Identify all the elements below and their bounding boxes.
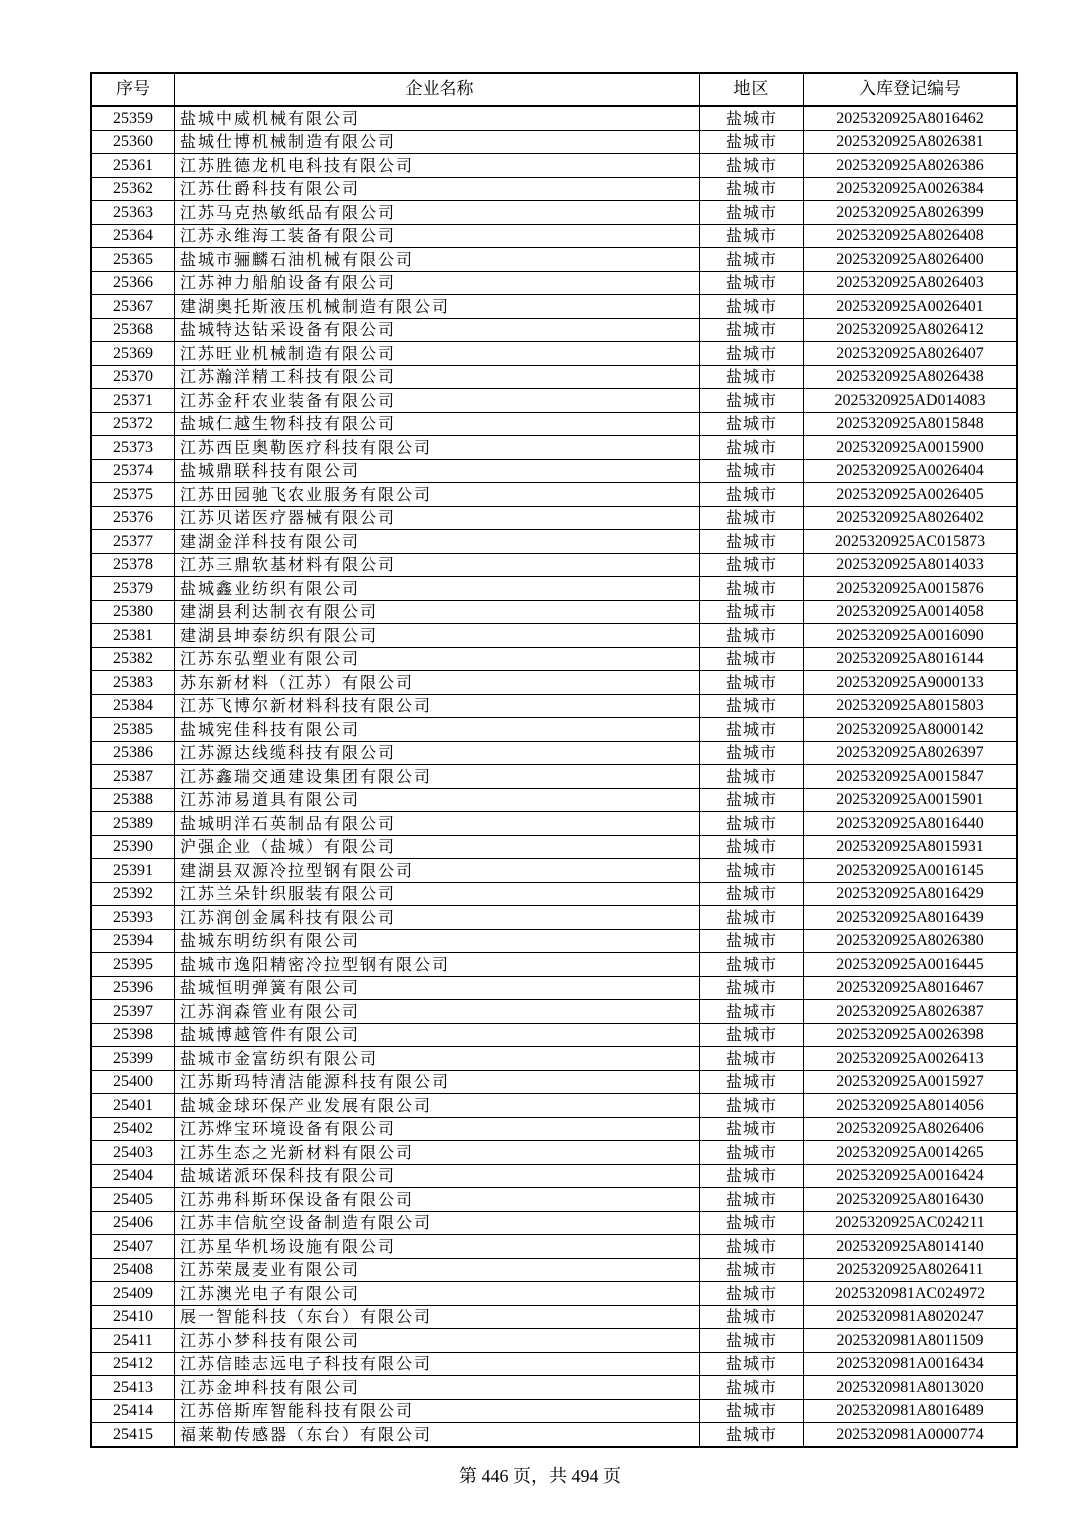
table-row [91,812,1017,836]
cell-region: 盐城市 [700,1117,804,1141]
cell-seq: 25374 [91,459,175,483]
table-row [91,483,1017,507]
table-row [91,1188,1017,1212]
cell-registration-code: 2025320981A8020247 [804,1305,1018,1329]
cell-region: 盐城市 [700,765,804,789]
cell-region: 盐城市 [700,647,804,671]
cell-region: 盐城市 [700,436,804,460]
cell-seq: 25389 [91,812,175,836]
cell-company-name: 江苏飞博尔新材料科技有限公司 [175,694,700,718]
cell-company-name: 盐城诺派环保科技有限公司 [175,1164,700,1188]
cell-seq: 25376 [91,506,175,530]
cell-company-name: 江苏斯玛特清洁能源科技有限公司 [175,1070,700,1094]
table-row [91,835,1017,859]
cell-seq: 25366 [91,271,175,295]
table-row [91,1376,1017,1400]
cell-company-name: 江苏马克热敏纸品有限公司 [175,201,700,225]
cell-registration-code: 2025320925AC015873 [804,530,1018,554]
cell-company-name: 盐城博越管件有限公司 [175,1023,700,1047]
cell-seq: 25362 [91,177,175,201]
cell-registration-code: 2025320925A0015876 [804,577,1018,601]
table-row [91,412,1017,436]
cell-region: 盐城市 [700,741,804,765]
cell-company-name: 江苏星华机场设施有限公司 [175,1235,700,1259]
cell-company-name: 江苏倍斯库智能科技有限公司 [175,1399,700,1423]
cell-region: 盐城市 [700,1258,804,1282]
header-seq: 序号 [91,73,175,106]
cell-company-name: 盐城明洋石英制品有限公司 [175,812,700,836]
cell-region: 盐城市 [700,177,804,201]
cell-seq: 25410 [91,1305,175,1329]
cell-registration-code: 2025320925A0015901 [804,788,1018,812]
cell-region: 盐城市 [700,1188,804,1212]
table-row [91,577,1017,601]
cell-seq: 25392 [91,882,175,906]
cell-region: 盐城市 [700,106,804,130]
cell-company-name: 江苏旺业机械制造有限公司 [175,342,700,366]
cell-company-name: 沪强企业（盐城）有限公司 [175,835,700,859]
cell-company-name: 江苏澳光电子有限公司 [175,1282,700,1306]
cell-registration-code: 2025320925A0014265 [804,1141,1018,1165]
cell-company-name: 江苏信睦志远电子科技有限公司 [175,1352,700,1376]
table-row [91,1117,1017,1141]
table-row [91,1258,1017,1282]
cell-company-name: 江苏三鼎软基材料有限公司 [175,553,700,577]
table-row [91,1399,1017,1423]
table-row [91,1235,1017,1259]
cell-region: 盐城市 [700,859,804,883]
cell-registration-code: 2025320925A0026384 [804,177,1018,201]
cell-region: 盐城市 [700,1164,804,1188]
cell-seq: 25404 [91,1164,175,1188]
cell-region: 盐城市 [700,976,804,1000]
cell-company-name: 建湖金洋科技有限公司 [175,530,700,554]
cell-seq: 25391 [91,859,175,883]
cell-region: 盐城市 [700,1329,804,1353]
cell-registration-code: 2025320925A9000133 [804,671,1018,695]
table-row [91,248,1017,272]
cell-company-name: 江苏烨宝环境设备有限公司 [175,1117,700,1141]
cell-registration-code: 2025320925AC024211 [804,1211,1018,1235]
table-body [91,106,1017,1447]
cell-registration-code: 2025320925A8026406 [804,1117,1018,1141]
cell-seq: 25369 [91,342,175,366]
cell-region: 盐城市 [700,1141,804,1165]
cell-registration-code: 2025320925A0026401 [804,295,1018,319]
cell-company-name: 江苏贝诺医疗器械有限公司 [175,506,700,530]
table-row [91,694,1017,718]
cell-seq: 25399 [91,1047,175,1071]
cell-company-name: 盐城仁越生物科技有限公司 [175,412,700,436]
cell-seq: 25373 [91,436,175,460]
cell-seq: 25387 [91,765,175,789]
cell-region: 盐城市 [700,483,804,507]
table-row [91,295,1017,319]
cell-seq: 25371 [91,389,175,413]
cell-company-name: 建湖县双源冷拉型钢有限公司 [175,859,700,883]
cell-company-name: 江苏润森管业有限公司 [175,1000,700,1024]
cell-company-name: 盐城特达钻采设备有限公司 [175,318,700,342]
cell-company-name: 江苏东弘塑业有限公司 [175,647,700,671]
cell-company-name: 盐城中威机械有限公司 [175,106,700,130]
cell-region: 盐城市 [700,1305,804,1329]
cell-registration-code: 2025320925A0026413 [804,1047,1018,1071]
cell-region: 盐城市 [700,577,804,601]
cell-seq: 25382 [91,647,175,671]
cell-region: 盐城市 [700,882,804,906]
cell-seq: 25368 [91,318,175,342]
cell-seq: 25361 [91,154,175,178]
cell-seq: 25415 [91,1423,175,1447]
cell-registration-code: 2025320925A8026380 [804,929,1018,953]
table-row [91,1141,1017,1165]
cell-company-name: 江苏胜德龙机电科技有限公司 [175,154,700,178]
cell-seq: 25384 [91,694,175,718]
table-row [91,201,1017,225]
cell-region: 盐城市 [700,248,804,272]
table-row [91,459,1017,483]
cell-seq: 25407 [91,1235,175,1259]
cell-registration-code: 2025320925A8026407 [804,342,1018,366]
cell-region: 盐城市 [700,412,804,436]
cell-region: 盐城市 [700,201,804,225]
cell-region: 盐城市 [700,506,804,530]
cell-registration-code: 2025320925A8016429 [804,882,1018,906]
table-row [91,1047,1017,1071]
cell-registration-code: 2025320925A8026386 [804,154,1018,178]
cell-company-name: 江苏生态之光新材料有限公司 [175,1141,700,1165]
cell-registration-code: 2025320925A0016424 [804,1164,1018,1188]
cell-region: 盐城市 [700,1282,804,1306]
table-row [91,154,1017,178]
cell-region: 盐城市 [700,130,804,154]
cell-registration-code: 2025320925A8000142 [804,718,1018,742]
cell-company-name: 江苏荣晟麦业有限公司 [175,1258,700,1282]
cell-seq: 25381 [91,624,175,648]
cell-seq: 25378 [91,553,175,577]
cell-company-name: 江苏小梦科技有限公司 [175,1329,700,1353]
cell-registration-code: 2025320925A8016439 [804,906,1018,930]
table-row [91,741,1017,765]
cell-registration-code: 2025320981A8016489 [804,1399,1018,1423]
cell-seq: 25377 [91,530,175,554]
table-row [91,318,1017,342]
cell-company-name: 江苏润创金属科技有限公司 [175,906,700,930]
cell-seq: 25363 [91,201,175,225]
table-row [91,859,1017,883]
cell-registration-code: 2025320925A8026387 [804,1000,1018,1024]
cell-seq: 25394 [91,929,175,953]
cell-region: 盐城市 [700,600,804,624]
cell-company-name: 江苏金秆农业装备有限公司 [175,389,700,413]
cell-company-name: 盐城市骊麟石油机械有限公司 [175,248,700,272]
table-row [91,177,1017,201]
table-row [91,342,1017,366]
cell-registration-code: 2025320925A8016462 [804,106,1018,130]
table-row [91,929,1017,953]
cell-seq: 25385 [91,718,175,742]
cell-registration-code: 2025320981A8011509 [804,1329,1018,1353]
cell-company-name: 江苏神力船舶设备有限公司 [175,271,700,295]
cell-seq: 25402 [91,1117,175,1141]
cell-company-name: 江苏田园驰飞农业服务有限公司 [175,483,700,507]
cell-seq: 25360 [91,130,175,154]
table-row [91,1211,1017,1235]
cell-registration-code: 2025320925A8026408 [804,224,1018,248]
cell-registration-code: 2025320925A0016090 [804,624,1018,648]
cell-company-name: 盐城市逸阳精密冷拉型钢有限公司 [175,953,700,977]
cell-company-name: 江苏丰信航空设备制造有限公司 [175,1211,700,1235]
cell-seq: 25412 [91,1352,175,1376]
table-row [91,1282,1017,1306]
cell-seq: 25375 [91,483,175,507]
cell-seq: 25380 [91,600,175,624]
table-row [91,389,1017,413]
cell-region: 盐城市 [700,1023,804,1047]
header-name: 企业名称 [175,73,700,106]
cell-seq: 25386 [91,741,175,765]
table-row [91,1305,1017,1329]
cell-seq: 25397 [91,1000,175,1024]
cell-company-name: 盐城鑫业纺织有限公司 [175,577,700,601]
table-row [91,1000,1017,1024]
cell-registration-code: 2025320925A0016145 [804,859,1018,883]
cell-region: 盐城市 [700,271,804,295]
cell-registration-code: 2025320925A8016467 [804,976,1018,1000]
cell-registration-code: 2025320925A8026438 [804,365,1018,389]
cell-company-name: 江苏沛易道具有限公司 [175,788,700,812]
cell-registration-code: 2025320925A8026400 [804,248,1018,272]
table-row [91,600,1017,624]
cell-company-name: 江苏弗科斯环保设备有限公司 [175,1188,700,1212]
cell-region: 盐城市 [700,1399,804,1423]
cell-company-name: 盐城金球环保产业发展有限公司 [175,1094,700,1118]
cell-region: 盐城市 [700,553,804,577]
cell-region: 盐城市 [700,694,804,718]
table-row [91,953,1017,977]
cell-company-name: 江苏兰朵针织服装有限公司 [175,882,700,906]
cell-region: 盐城市 [700,459,804,483]
cell-seq: 25398 [91,1023,175,1047]
cell-registration-code: 2025320981AC024972 [804,1282,1018,1306]
cell-registration-code: 2025320925A0015927 [804,1070,1018,1094]
cell-seq: 25370 [91,365,175,389]
cell-seq: 25390 [91,835,175,859]
table-row [91,647,1017,671]
cell-seq: 25365 [91,248,175,272]
cell-registration-code: 2025320981A0000774 [804,1423,1018,1447]
cell-registration-code: 2025320925A8016430 [804,1188,1018,1212]
cell-company-name: 盐城宪佳科技有限公司 [175,718,700,742]
cell-registration-code: 2025320925A0016445 [804,953,1018,977]
cell-seq: 25367 [91,295,175,319]
cell-company-name: 建湖县坤泰纺织有限公司 [175,624,700,648]
cell-region: 盐城市 [700,1423,804,1447]
cell-registration-code: 2025320981A0016434 [804,1352,1018,1376]
table-row [91,436,1017,460]
cell-region: 盐城市 [700,906,804,930]
table-row [91,718,1017,742]
cell-company-name: 江苏西臣奥勒医疗科技有限公司 [175,436,700,460]
cell-seq: 25364 [91,224,175,248]
cell-seq: 25401 [91,1094,175,1118]
cell-region: 盐城市 [700,389,804,413]
table-row [91,906,1017,930]
cell-company-name: 江苏永维海工装备有限公司 [175,224,700,248]
cell-registration-code: 2025320981A8013020 [804,1376,1018,1400]
table-row [91,882,1017,906]
cell-registration-code: 2025320925A8016144 [804,647,1018,671]
cell-region: 盐城市 [700,154,804,178]
table-row [91,506,1017,530]
cell-seq: 25403 [91,1141,175,1165]
cell-company-name: 盐城恒明弹簧有限公司 [175,976,700,1000]
cell-region: 盐城市 [700,835,804,859]
cell-registration-code: 2025320925A8026399 [804,201,1018,225]
cell-region: 盐城市 [700,929,804,953]
cell-seq: 25383 [91,671,175,695]
cell-company-name: 盐城仕博机械制造有限公司 [175,130,700,154]
table-row [91,1070,1017,1094]
cell-registration-code: 2025320925A8015848 [804,412,1018,436]
table-row [91,1023,1017,1047]
cell-seq: 25393 [91,906,175,930]
cell-region: 盐城市 [700,342,804,366]
cell-registration-code: 2025320925A0026398 [804,1023,1018,1047]
cell-registration-code: 2025320925A8026402 [804,506,1018,530]
cell-company-name: 盐城市金富纺织有限公司 [175,1047,700,1071]
cell-company-name: 盐城东明纺织有限公司 [175,929,700,953]
cell-seq: 25359 [91,106,175,130]
header-region: 地区 [700,73,804,106]
cell-registration-code: 2025320925A8015931 [804,835,1018,859]
cell-registration-code: 2025320925A0026405 [804,483,1018,507]
cell-company-name: 江苏鑫瑞交通建设集团有限公司 [175,765,700,789]
cell-company-name: 江苏源达线缆科技有限公司 [175,741,700,765]
cell-seq: 25414 [91,1399,175,1423]
cell-company-name: 展一智能科技（东台）有限公司 [175,1305,700,1329]
cell-registration-code: 2025320925A8014056 [804,1094,1018,1118]
table-row [91,976,1017,1000]
cell-registration-code: 2025320925A8026397 [804,741,1018,765]
cell-registration-code: 2025320925A8015803 [804,694,1018,718]
cell-region: 盐城市 [700,1094,804,1118]
cell-seq: 25411 [91,1329,175,1353]
table-row [91,106,1017,130]
cell-registration-code: 2025320925A0015847 [804,765,1018,789]
cell-region: 盐城市 [700,671,804,695]
table-row [91,224,1017,248]
cell-region: 盐城市 [700,812,804,836]
cell-seq: 25405 [91,1188,175,1212]
cell-seq: 25379 [91,577,175,601]
cell-seq: 25406 [91,1211,175,1235]
cell-registration-code: 2025320925A8026411 [804,1258,1018,1282]
cell-region: 盐城市 [700,1235,804,1259]
cell-company-name: 江苏瀚洋精工科技有限公司 [175,365,700,389]
header-code: 入库登记编号 [804,73,1018,106]
cell-company-name: 江苏金坤科技有限公司 [175,1376,700,1400]
cell-company-name: 建湖奥托斯液压机械制造有限公司 [175,295,700,319]
cell-region: 盐城市 [700,318,804,342]
cell-seq: 25400 [91,1070,175,1094]
table-row [91,1352,1017,1376]
table-row [91,553,1017,577]
cell-registration-code: 2025320925A0014058 [804,600,1018,624]
table-row [91,1164,1017,1188]
cell-seq: 25372 [91,412,175,436]
cell-region: 盐城市 [700,624,804,648]
enterprise-table [90,72,1018,1448]
table-row [91,130,1017,154]
cell-region: 盐城市 [700,953,804,977]
cell-region: 盐城市 [700,224,804,248]
cell-region: 盐城市 [700,1211,804,1235]
page-footer: 第 446 页，共 494 页 [459,1466,621,1486]
cell-seq: 25408 [91,1258,175,1282]
cell-registration-code: 2025320925A8026381 [804,130,1018,154]
cell-company-name: 江苏仕爵科技有限公司 [175,177,700,201]
cell-region: 盐城市 [700,365,804,389]
cell-company-name: 福莱勒传感器（东台）有限公司 [175,1423,700,1447]
cell-region: 盐城市 [700,295,804,319]
cell-company-name: 盐城鼎联科技有限公司 [175,459,700,483]
cell-registration-code: 2025320925A8016440 [804,812,1018,836]
cell-registration-code: 2025320925AD014083 [804,389,1018,413]
cell-seq: 25388 [91,788,175,812]
cell-registration-code: 2025320925A0026404 [804,459,1018,483]
cell-region: 盐城市 [700,1352,804,1376]
table-row [91,671,1017,695]
cell-region: 盐城市 [700,718,804,742]
cell-registration-code: 2025320925A8014033 [804,553,1018,577]
cell-seq: 25413 [91,1376,175,1400]
cell-seq: 25396 [91,976,175,1000]
table-row [91,1329,1017,1353]
cell-region: 盐城市 [700,788,804,812]
table-row [91,530,1017,554]
cell-company-name: 苏东新材料（江苏）有限公司 [175,671,700,695]
table-row [91,1423,1017,1447]
table-row [91,1094,1017,1118]
cell-registration-code: 2025320925A8026412 [804,318,1018,342]
cell-region: 盐城市 [700,1000,804,1024]
cell-company-name: 建湖县利达制衣有限公司 [175,600,700,624]
cell-seq: 25395 [91,953,175,977]
table-row [91,624,1017,648]
cell-registration-code: 2025320925A8014140 [804,1235,1018,1259]
table-row [91,765,1017,789]
cell-region: 盐城市 [700,1070,804,1094]
cell-registration-code: 2025320925A0015900 [804,436,1018,460]
table-row [91,788,1017,812]
cell-region: 盐城市 [700,1376,804,1400]
cell-region: 盐城市 [700,1047,804,1071]
cell-seq: 25409 [91,1282,175,1306]
table-header-row [91,73,1017,106]
cell-registration-code: 2025320925A8026403 [804,271,1018,295]
table-row [91,365,1017,389]
table-row [91,271,1017,295]
cell-region: 盐城市 [700,530,804,554]
